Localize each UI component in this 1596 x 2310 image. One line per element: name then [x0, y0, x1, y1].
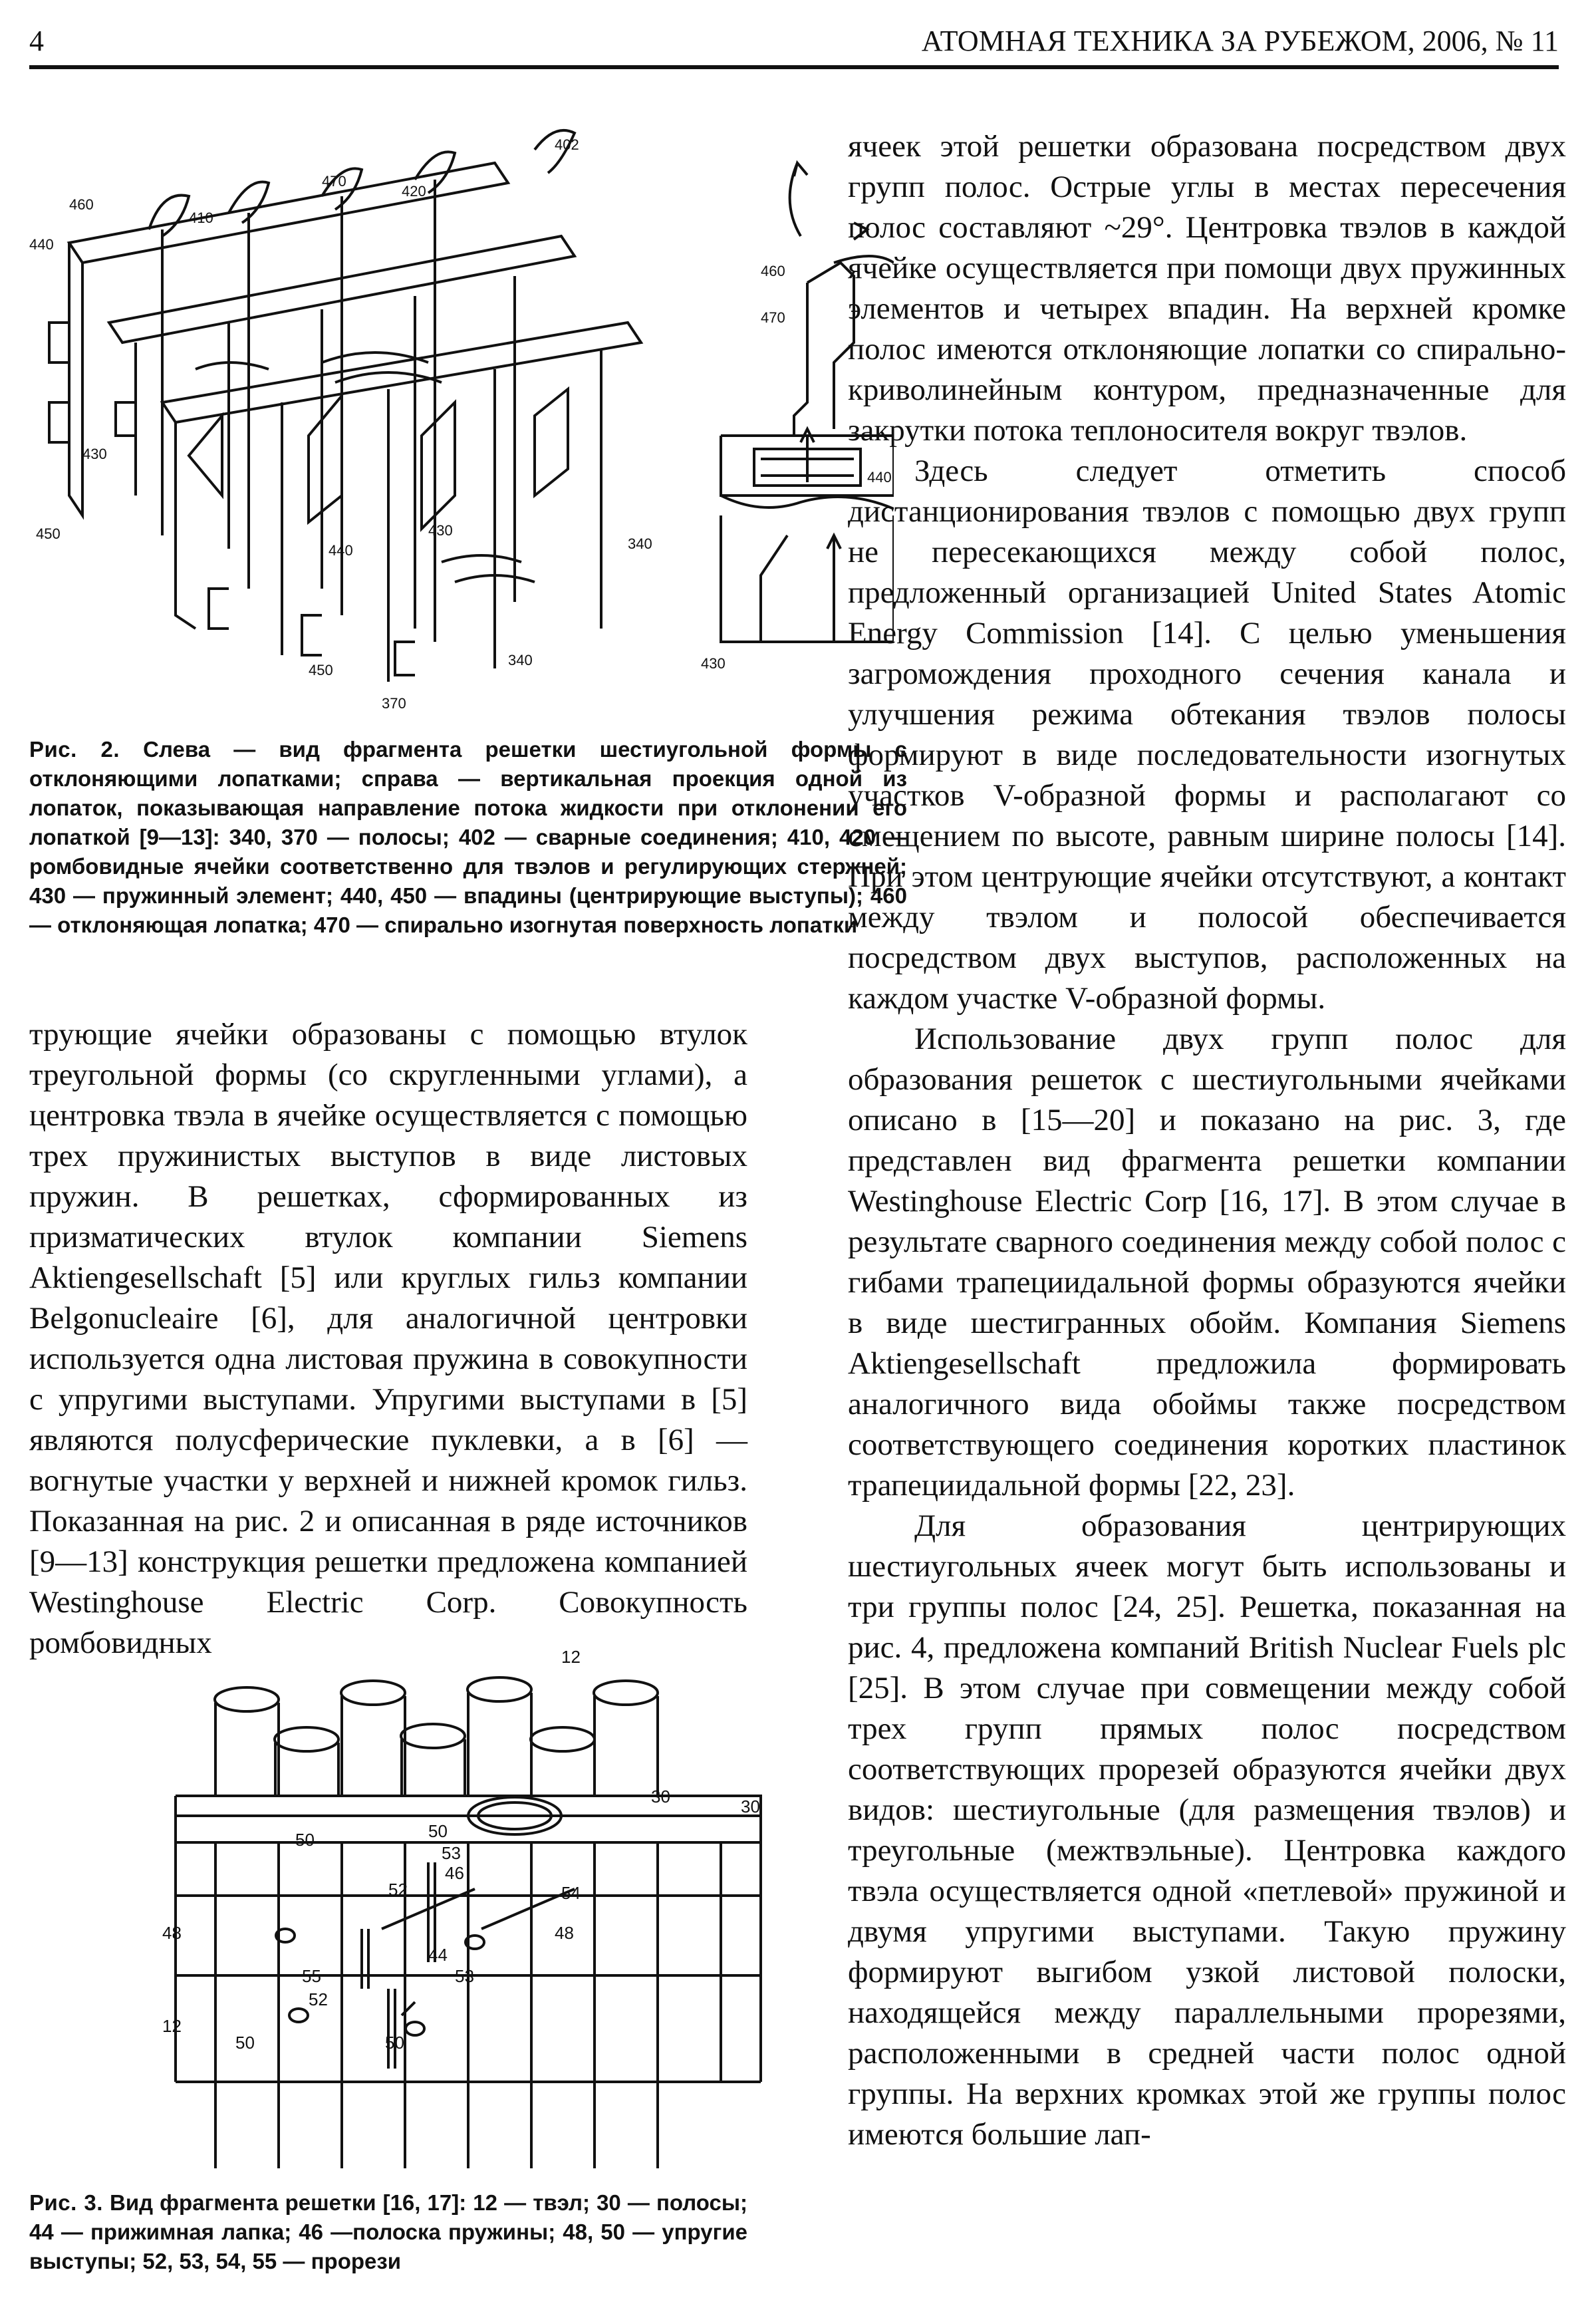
- fig3-label-46: 46: [445, 1863, 464, 1883]
- fig2-label-420: 420: [402, 183, 426, 200]
- fig2-label-440-right: 440: [867, 469, 892, 486]
- fig3-label-30-b: 30: [741, 1797, 760, 1816]
- fig2-label-460-right: 460: [761, 263, 785, 279]
- fig2-label-450-a: 450: [36, 525, 61, 542]
- fig2-label-340-right: 340: [628, 535, 652, 552]
- fig2-label-370: 370: [382, 695, 406, 712]
- right-column: [848, 126, 1566, 2155]
- right-paragraph-1: ячеек этой решетки образована посредством двух групп полос. Острые углы в местах пересечения полос составляют ~29°. Центровка твэлов в каждой ячейке осуществляется при помощи двух пружинных элементов и четырех впадин. На верхней кромке полос имеются отклоняющие лопатки со спирально-криволинейным контуром, предназначенные для закрутки потока теплоносителя вокруг твэлов.: [848, 129, 1566, 448]
- left-paragraph-1: трующие ячейки образованы с помощью втулок треугольной формы (со скругленными углами), а центровка твэла в ячейке осуществляется с помощью трех пружинистых выступов в виде листовых пружин. В решетках, сформированных из призматических втулок компании Siemens Aktiengesellschaft [5] или круглых гильз компании Belgonucleaire [6], для аналогичной центровки используется одна листовая пружина в совокупности с упругими выступами. Упругими выступами в [5] являются полусферические пуклевки, а в [6] — вогнутые участки у верхней и нижней кромок гильз. Показанная на рис. 2 и описанная в ряде источников [9—13] конструкция решетки предложена компанией Westinghouse Electric Corp. Совокупность ромбовидных: [29, 1017, 747, 1660]
- figure-3-drawing: [162, 1643, 787, 2168]
- fig3-label-50-d: 50: [385, 2033, 404, 2053]
- fig2-label-440-b: 440: [329, 542, 353, 559]
- fig2-label-470-right: 470: [761, 309, 785, 326]
- figure-3-caption-label: Рис. 3.: [29, 2190, 103, 2215]
- fig2-label-430-a: 430: [82, 446, 107, 462]
- figure-3-caption: [29, 2188, 747, 2276]
- fig3-label-55: 55: [302, 1966, 321, 1986]
- fig3-label-54: 54: [561, 1883, 581, 1903]
- fig3-label-44: 44: [428, 1945, 448, 1965]
- figure-2-caption: [29, 735, 907, 940]
- fig3-label-12-left: 12: [162, 2016, 182, 2036]
- figure-2-caption-label: Рис. 2.: [29, 737, 120, 762]
- figure-3-caption-text: Вид фрагмента решетки [16, 17]: 12 — твэл; 30 — полосы; 44 — прижимная лапка; 46 —полоска пружины; 48, 50 — упругие выступы; 52, 53, 54, 55 — прорези: [29, 2190, 748, 2273]
- fig3-label-50-c: 50: [235, 2033, 255, 2053]
- figure-2: [29, 123, 894, 722]
- fig2-label-402: 402: [555, 136, 579, 153]
- fig2-label-430-b: 430: [428, 522, 453, 539]
- fig2-label-410: 410: [189, 210, 213, 226]
- fig2-label-470: 470: [322, 173, 346, 190]
- fig3-label-50-b: 50: [428, 1821, 448, 1841]
- figure-2-caption-text: Слева — вид фрагмента решетки шестиугольной формы с отклоняющими лопатками; справа — вертикальная проекция одной из лопаток, показывающая направление потока жидкости при отклонении его лопаткой [9—13]: 340, 370 — полосы; 402 — сварные соединения; 410, 420 — ромбовидные ячейки соответственно для твэлов и регулирующих стержней; 430 — пружинный элемент; 440, 450 — впадины (центрирующие выступы); 460 — отклоняющая лопатка; 470 — спирально изогнутая поверхность лопатки: [29, 737, 907, 937]
- fig3-label-48-a: 48: [162, 1923, 182, 1943]
- fig3-label-30-a: 30: [651, 1787, 670, 1806]
- fig3-label-52-b: 52: [309, 1989, 328, 2009]
- fig2-label-450-b: 450: [309, 662, 333, 678]
- left-column: [29, 1014, 747, 1663]
- fig3-label-53-a: 53: [442, 1843, 461, 1863]
- fig3-label-48-b: 48: [555, 1923, 574, 1943]
- fig2-label-430-right: 430: [701, 655, 726, 672]
- fig2-label-340-a: 340: [508, 652, 533, 668]
- fig2-label-460: 460: [69, 196, 94, 213]
- right-paragraph-4: Для образования центрирующих шестиугольных ячеек могут быть использованы и три группы полос [24, 25]. Решетка, показанная на рис. 4, предложена компаний British Nuclear Fuels plc [25]. В этом случае при совмещении между собой трех групп прямых полос посредством соответствующих прорезей образуются ячейки двух видов: шестиугольные (для размещения твэлов) и треугольные (межтвэльные). Центровка каждого твэла осуществляется одной «петлевой» пружиной и двумя упругими выступами. Такую пружину формируют выгибом узкой листовой полоски, находящейся между параллельными прорезями, расположенными в средней части полос одной группы. На верхних кромках этой же группы полос имеются большие лап-: [848, 1509, 1566, 2152]
- fig3-label-12-top: 12: [561, 1647, 581, 1667]
- fig3-label-53-b: 53: [455, 1966, 474, 1986]
- right-paragraph-3: Использование двух групп полос для образования решеток с шестиугольными ячейками описано в [15—20] и показано на рис. 3, где представлен вид фрагмента решетки компании Westinghouse Electric Corp [16, 17]. В этом случае в результате сварного соединения между собой полос с гибами трапециидальной формы образуются ячейки в виде шестигранных обойм. Компания Siemens Aktiengesellschaft предложила формировать аналогичного вида обоймы также посредством соответствующего соединения коротких пластинок трапециидальной формы [22, 23].: [848, 1022, 1566, 1503]
- fig2-label-440-a: 440: [29, 236, 54, 253]
- figure-2-drawing: [29, 123, 894, 722]
- page-number: 4: [29, 25, 44, 57]
- right-paragraph-2: Здесь следует отметить способ дистанционирования твэлов с помощью двух групп не пересекающихся между собой полос, предложенный организацией United States Atomic Energy Commission [14]. С целью уменьшения загромождения проходного сечения канала и улучшения режима обтекания твэлов полосы формируют в виде последовательности изогнутых участков V-образной формы и располагают со смещением по высоте, равным ширине полосы [14]. При этом центрующие ячейки отсутствуют, а контакт между твэлом и полосой обеспечивается посредством двух выступов, расположенных на каждом участке V-образной формы.: [848, 454, 1566, 1016]
- running-header: АТОМНАЯ ТЕХНИКА ЗА РУБЕЖОМ, 2006, № 11: [921, 25, 1559, 57]
- fig3-label-52-a: 52: [388, 1880, 408, 1900]
- fig3-label-50-a: 50: [295, 1830, 315, 1850]
- figure-3: [162, 1643, 787, 2168]
- header-rule: [29, 65, 1559, 69]
